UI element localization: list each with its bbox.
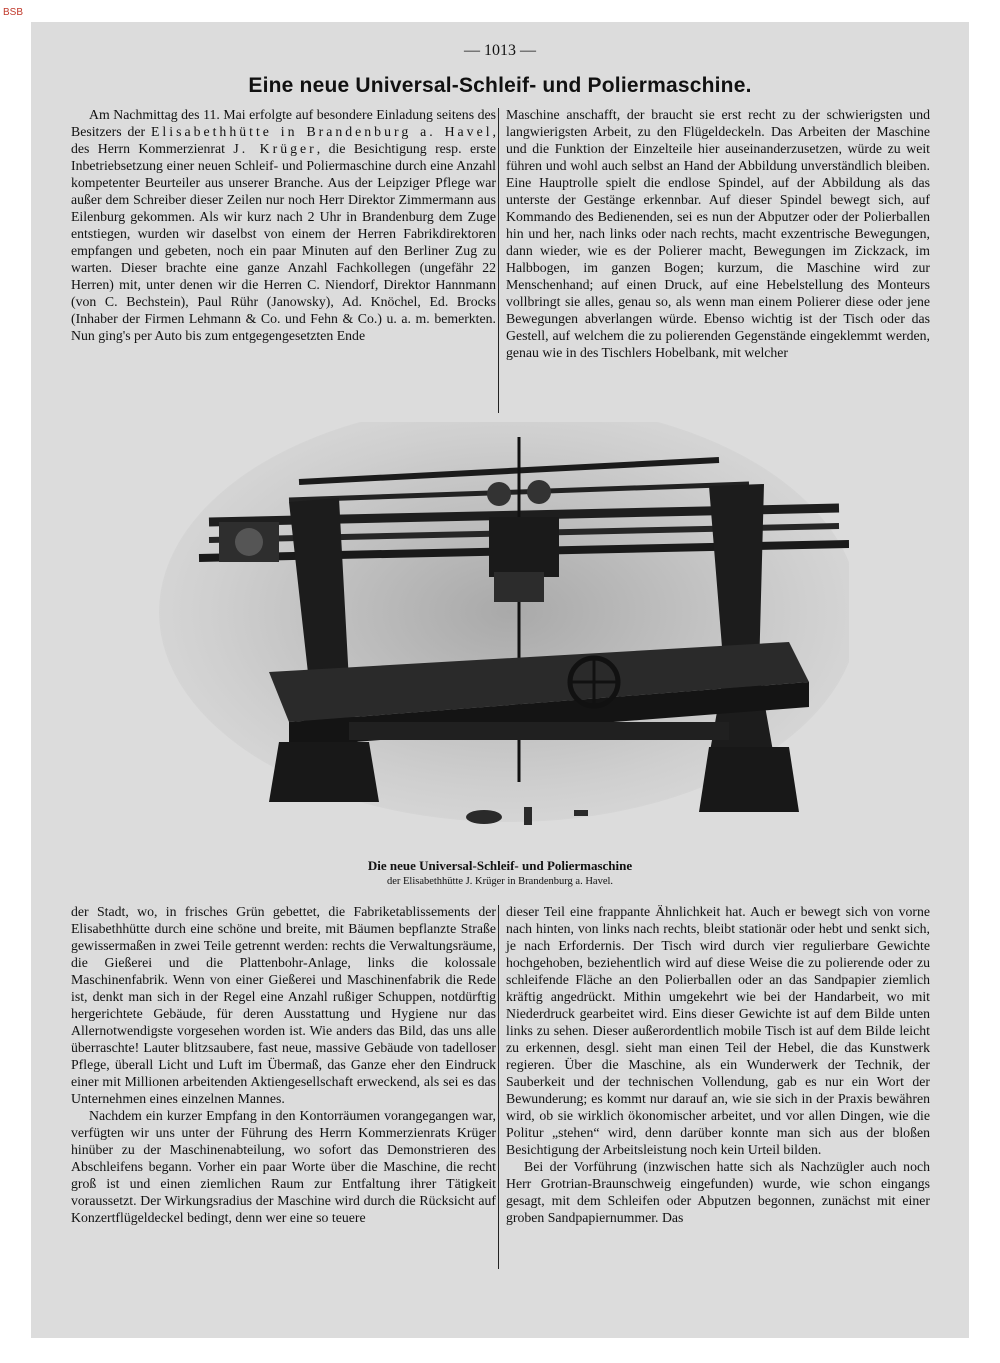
column-bottom-right xyxy=(506,903,930,1226)
machine-illustration xyxy=(149,422,849,852)
spaced-name: Elisabethhütte in Brandenburg a. Havel xyxy=(150,124,493,139)
paragraph: Bei der Vorführung (inzwischen hatte sich als Nachzügler auch noch Herr Grotrian-Braunschweig eingefunden) wurde, wie schon eingangs gesagt, mit dem Schleifen oder Abputzen begonnen, zunächst mit einer groben Sandpapiernummer. Das xyxy=(506,1159,930,1225)
library-watermark: BSB xyxy=(3,7,24,18)
scanned-page xyxy=(31,22,969,1338)
column-top-left xyxy=(71,106,496,344)
figure-caption-title: Die neue Universal-Schleif- und Poliermaschine xyxy=(367,858,633,873)
column-bottom-left xyxy=(71,903,496,1226)
paragraph: Nachdem ein kurzer Empfang in den Kontorräumen vorangegangen war, verfügten wir uns unter der Führung des Herrn Kommerzienrats Krüger hinüber zu der Maschinenabteilung, wo sofort das Demonstrieren des Abschleifens begann. Vorher ein paar Worte über die Maschine, die recht groß ist und einen ziemlichen Raum zur Entfaltung ihrer Tätigkeit voraussetzt. Der Wirkungsradius der Maschine wird durch die Rücksicht auf Konzertflügeldeckel bedingt, denn wer eine so teuere xyxy=(71,1108,496,1225)
column-rule xyxy=(498,108,499,413)
machine-illustration-image xyxy=(149,422,849,852)
column-top-right xyxy=(506,106,930,361)
column-rule xyxy=(498,905,499,1269)
paragraph: Am Nachmittag des 11. Mai erfolgte auf besondere Einladung seitens des Besitzers der Elisabethhütte in Brandenburg a. Havel, des Herrn Kommerzienrat J. Krüger, die Besichtigung resp. erste Inbetriebsetzung einer neuen Schleif- und Poliermaschine durch eine Anzahl kompetenter Beurteiler aus unserer Branche. Aus der Leipziger Pflege war außer dem Schreiber dieser Zeilen nur noch Herr Direktor Zimmermann aus Eilenburg gekommen. Als wir kurz nach 2 Uhr in Brandenburg dem Zuge entstiegen, wurden wir daselbst von einem der Herren Fabrikdirektoren empfangen und gebeten, noch ein paar Minuten auf den Berliner Zug zu warten. Dieser brachte eine ganze Anzahl Fachkollegen (ungefähr 22 Herren) mit, unter denen wir die Herren C. Niendorf, Direktor Hannmann (von C. Bechstein), Paul Rühr (Janowsky), Ad. Knöchel, Ed. Brocks (Inhaber der Firmen Lehmann & Co. und Fehn & Co.) u. a. m. bemerkten. Nun ging's per Auto bis zum entgegengesetzten Ende xyxy=(71,107,496,343)
figure-caption-subtitle: der Elisabethhütte J. Krüger in Brandenburg a. Havel. xyxy=(386,876,614,887)
paragraph: der Stadt, wo, in frisches Grün gebettet, die Fabriketablissements der Elisabethhütte durch eine schöne und breite, mit Bäumen bepflanzte Straße gewissermaßen in zwei Teile getrennt werden: rechts die Verwaltungsräume, die Gießerei und die Plattenbohr-Anlage, links die kolossale Maschinenfabrik. Wenn von einer Gießerei und Maschinenfabrik die Rede ist, denkt man sich in der Regel eine Anzahl rußiger Schuppen, notdürftig hergerichtete Gebäude, für deren Ausstattung und Hygiene nur das Allernotwendigste vorgesehen worden ist. Wie anders das Bild, das uns alle überraschte! Lauter blitzsaubere, fast neue, massive Gebäude von tadelloser Pflege, überall Licht und Luft im Übermaß, das Ganze eher den Eindruck einer mit Millionen arbeitenden Aktiengesellschaft erweckend, als sei es das Unternehmen eines einzelnen Mannes. xyxy=(71,904,496,1106)
article-title: Eine neue Universal-Schleif- und Poliermaschine. xyxy=(248,74,752,97)
paragraph: dieser Teil eine frappante Ähnlichkeit hat. Auch er bewegt sich von vorne nach hinten, von links nach rechts, bleibt stationär oder hebt und senkt sich, je nach Erfordernis. Der Tisch wird durch vier regulierbare Gewichte hochgehoben, beziehentlich wird auf diese Weise die zu polierende oder zu schleifende Fläche an den Polierballen oder an das Sandpapier ziemlich kräftig angedrückt. Mithin umgekehrt wie bei der Handarbeit, wo mit Niederdruck gearbeitet wird. Eins dieser Gewichte ist auf dem Bilde unten links zu sehen. Dieser außerordentlich mobile Tisch ist auf dem Bilde leicht zu erkennen, desgl. sieht man einen Teil der Hebel, die das Kunstwerk regieren. Über die Maschine, als ein Wunderwerk der Technik, der Sauberkeit und der technischen Vollendung, gab es nur ein Wort der Bewunderung; es kommt nur darauf an, wie sie sich in der Praxis bewähren wird, ob sie wirklich ökonomischer arbeitet, und vor allen Dingen, wie die Politur „stehen“ wird, denn darüber konnte man sich aus der bloßen Besichtigung der Arbeitsleistung noch kein Urteil bilden. xyxy=(506,904,930,1157)
paragraph: Maschine anschafft, der braucht sie erst recht zu der schwierigsten und langwierigsten Arbeit, zu den Flügeldeckeln. Das Arbeiten der Maschine und die Funktion der Einzelteile hier auseinanderzusetzen, würde zu weit führen und wohl auch selbst an Hand der Abbildung unverständlich bleiben. Eine Hauptrolle spielt die endlose Spindel, auf der Abbildung als das unterste der Gestänge erkennbar. Auf dieser Spindel bewegt sich, auf Kommando des Bedienenden, sei es nun der Abputzer oder der Polierballen hin und her, nach links oder nach rechts, macht exzentrische Bewegungen, dann wieder, wie es der Polierer macht, Bewegungen im Zickzack, im Halbbogen, im ganzen Bogen; kurzum, die Maschine wird zur Menschenhand; auf einen Druck, auf eine Hebelstellung des Monteurs vollbringt sie alles, genau so, als wenn man einem Polierer diese oder jene Bewegungen abverlangen würde. Ebenso wichtig ist der Tisch oder das Gestell, auf welchem die zu polierenden Gegenstände eingeklemmt werden, genau wie in des Tischlers Hobelbank, mit welcher xyxy=(506,107,930,360)
spaced-name: J. Krüger xyxy=(233,141,317,156)
page-number: — 1013 — xyxy=(464,42,536,59)
